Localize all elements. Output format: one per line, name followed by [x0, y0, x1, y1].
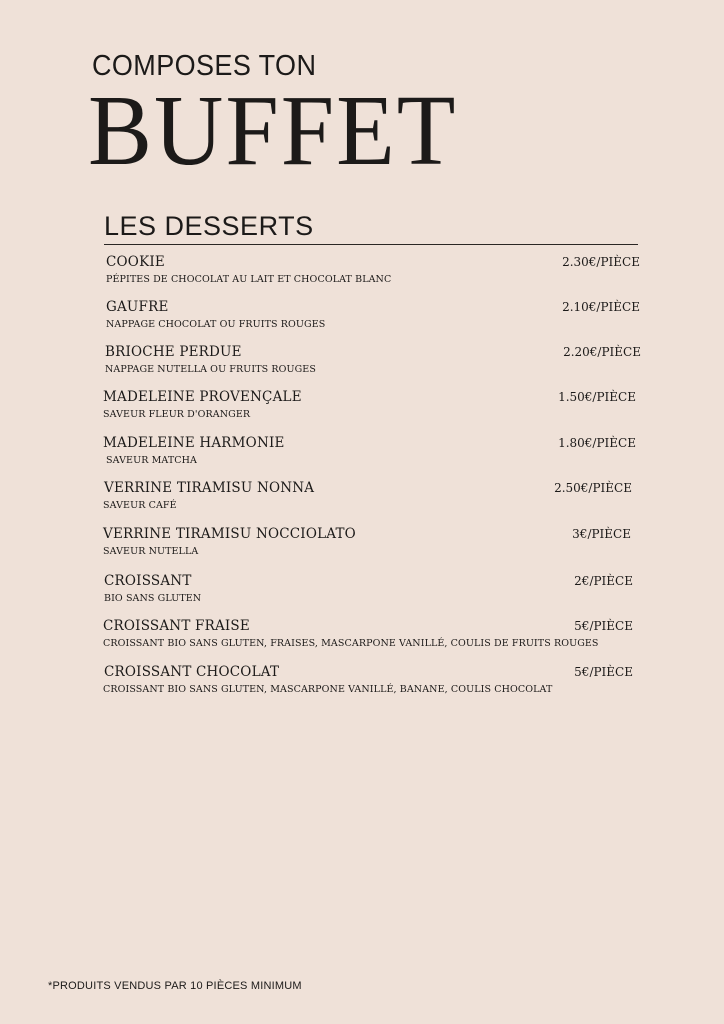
item-price: 3€/PIÈCE: [572, 527, 631, 541]
item-name: VERRINE TIRAMISU NOCCIOLATO: [103, 526, 356, 542]
item-name: COOKIE: [106, 254, 165, 270]
item-description: CROISSANT BIO SANS GLUTEN, MASCARPONE VANILLÉ, BANANE, COULIS CHOCOLAT: [103, 684, 553, 695]
item-description: NAPPAGE CHOCOLAT OU FRUITS ROUGES: [106, 319, 326, 330]
footnote: *PRODUITS VENDUS PAR 10 PIÈCES MINIMUM: [48, 980, 302, 992]
item-description: SAVEUR FLEUR D'ORANGER: [103, 409, 251, 420]
item-description: SAVEUR MATCHA: [106, 455, 197, 466]
item-name: CROISSANT FRAISE: [103, 618, 250, 634]
item-description: CROISSANT BIO SANS GLUTEN, FRAISES, MASCARPONE VANILLÉ, COULIS DE FRUITS ROUGES: [103, 638, 599, 649]
item-description: NAPPAGE NUTELLA OU FRUITS ROUGES: [105, 364, 316, 375]
page-title: BUFFET: [88, 73, 458, 187]
item-description: SAVEUR CAFÉ: [103, 500, 177, 511]
item-name: CROISSANT: [104, 573, 192, 589]
item-name: MADELEINE HARMONIE: [103, 435, 285, 451]
item-price: 5€/PIÈCE: [574, 619, 633, 633]
section-divider: [104, 244, 638, 245]
item-description: SAVEUR NUTELLA: [103, 546, 199, 557]
item-name: CROISSANT CHOCOLAT: [104, 664, 280, 680]
item-description: PÉPITES DE CHOCOLAT AU LAIT ET CHOCOLAT BLANC: [106, 274, 392, 285]
item-name: MADELEINE PROVENÇALE: [103, 389, 302, 405]
page-subtitle: COMPOSES TON: [92, 49, 317, 82]
item-price: 1.50€/PIÈCE: [558, 390, 636, 404]
item-price: 2.50€/PIÈCE: [554, 481, 632, 495]
item-price: 2.20€/PIÈCE: [563, 345, 641, 359]
item-price: 2.10€/PIÈCE: [562, 300, 640, 314]
item-price: 5€/PIÈCE: [574, 665, 633, 679]
item-name: GAUFRE: [106, 299, 169, 315]
section-title: LES DESSERTS: [104, 211, 314, 241]
item-price: 2€/PIÈCE: [574, 574, 633, 588]
item-price: 2.30€/PIÈCE: [562, 255, 640, 269]
item-description: BIO SANS GLUTEN: [104, 593, 202, 604]
item-name: BRIOCHE PERDUE: [105, 344, 242, 360]
item-price: 1.80€/PIÈCE: [558, 436, 636, 450]
item-name: VERRINE TIRAMISU NONNA: [104, 480, 315, 496]
